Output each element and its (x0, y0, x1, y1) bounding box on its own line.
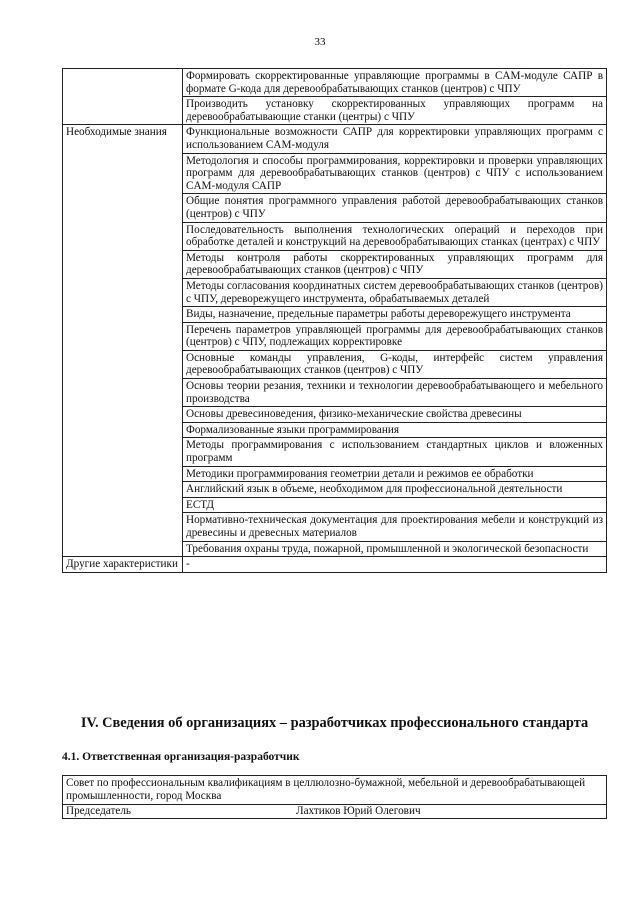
chair-name: Лахтиков Юрий Олегович (296, 805, 421, 817)
knowledge-item: ЕСТД (183, 497, 607, 513)
skill-item: Формировать скорректированные управляющие программы в CAM-модуле САПР в формате G-кода для деревообрабатывающих станков (центров) с ЧПУ (183, 69, 607, 97)
knowledge-item: Общие понятия программного управления работой деревообрабатывающих станков (центров) с ЧПУ (183, 194, 607, 222)
knowledge-item: Последовательность выполнения технологических операций и переходов при обработке деталей и конструкций на деревообрабатывающих станках (центрах) с ЧПУ (183, 222, 607, 250)
knowledge-item: Методы контроля работы скорректированных управляющих программ для деревообрабатывающих станков (центров) с ЧПУ (183, 250, 607, 278)
professional-standard-table (62, 68, 607, 573)
organization-name: Совет по профессиональным квалификациям в целлюлозно-бумажной, мебельной и деревообрабатывающей промышленности, город Москва (63, 776, 607, 805)
knowledge-label: Необходимые знания (63, 125, 183, 557)
page-number: 33 (314, 36, 326, 48)
knowledge-item: Основы древесиноведения, физико-механические свойства древесины (183, 407, 607, 423)
knowledge-item: Функциональные возможности САПР для корректировки управляющих программ с использованием CAM-модуля (183, 125, 607, 153)
knowledge-item: Виды, назначение, предельные параметры работы дереворежущего инструмента (183, 307, 607, 323)
knowledge-item: Методы программирования с использованием стандартных циклов и вложенных программ (183, 438, 607, 466)
knowledge-item: Основные команды управления, G-коды, интерфейс систем управления деревообрабатывающих станков (центров) с ЧПУ (183, 350, 607, 378)
table-row (63, 805, 607, 819)
other-characteristics-value: - (183, 557, 607, 573)
section-heading: IV. Сведения об организациях – разработчиках профессионального стандарта (80, 715, 589, 731)
knowledge-item: Формализованные языки программирования (183, 422, 607, 438)
table-row (63, 125, 607, 153)
other-characteristics-label: Другие характеристики (63, 557, 183, 573)
organization-table (62, 775, 607, 819)
knowledge-item: Методология и способы программирования, корректировки и проверки управляющих программ для деревообрабатывающих станков (центров) с ЧПУ с использованием CAM-модуля САПР (183, 153, 607, 194)
empty-label-cell (63, 69, 183, 125)
knowledge-item: Основы теории резания, техники и технологии деревообрабатывающего и мебельного производства (183, 379, 607, 407)
table-row (63, 557, 607, 573)
chair-title: Председатель (66, 805, 132, 817)
table-row (63, 776, 607, 805)
knowledge-item: Требования охраны труда, пожарной, промышленной и экологической безопасности (183, 541, 607, 557)
knowledge-item: Методики программирования геометрии детали и режимов ее обработки (183, 466, 607, 482)
knowledge-item: Перечень параметров управляющей программы для деревообрабатывающих станков (центров) с ЧПУ, подлежащих корректировке (183, 322, 607, 350)
knowledge-item: Английский язык в объеме, необходимом для профессиональной деятельности (183, 482, 607, 498)
table-row (63, 69, 607, 97)
subsection-heading: 4.1. Ответственная организация-разработчик (62, 751, 300, 763)
chair-cell (63, 805, 607, 819)
knowledge-item: Нормативно-техническая документация для проектирования мебели и конструкций из древесины и древесных материалов (183, 513, 607, 541)
skill-item: Производить установку скорректированных управляющих программ на деревообрабатывающие станки (центры) с ЧПУ (183, 97, 607, 125)
knowledge-item: Методы согласования координатных систем деревообрабатывающих станков (центров) с ЧПУ, дереворежущего инструмента, обрабатываемых деталей (183, 278, 607, 306)
